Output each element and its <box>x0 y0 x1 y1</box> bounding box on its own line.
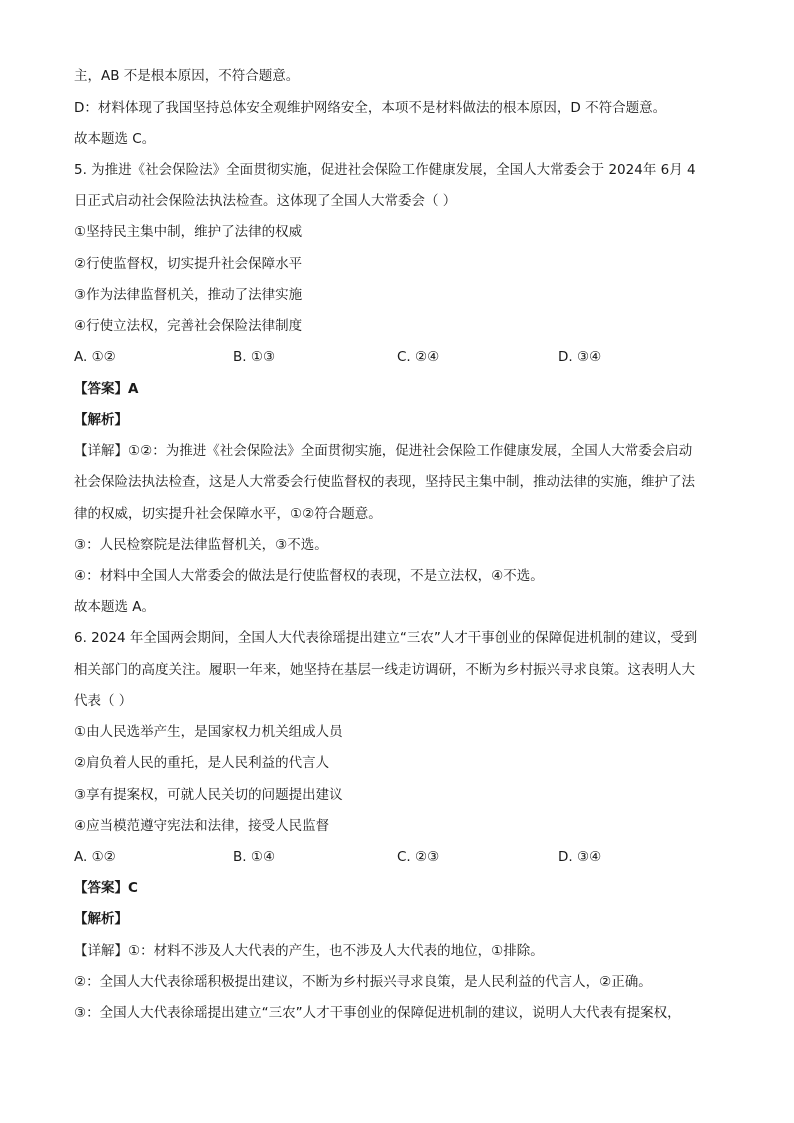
question-5-stem: 日正式启动社会保险法执法检查。这体现了全国人大常委会（ ） <box>74 193 457 209</box>
question-6-option-b: B. ①④ <box>233 849 276 865</box>
question-6-item: ①由人民选举产生，是国家权力机关组成人员 <box>74 724 343 740</box>
question-5-item: ①坚持民主集中制，维护了法律的权威 <box>74 224 303 240</box>
question-5-stem: 5. 为推进《社会保险法》全面贯彻实施，促进社会保险工作健康发展，全国人大常委会于 2024年 6月 4 <box>74 162 696 178</box>
question-5-option-a: A. ①② <box>74 349 116 365</box>
question-6-detail: ③：全国人大代表徐瑶提出建立“三农”人才干事创业的保障促进机制的建议，说明人大代表有提案权， <box>74 1005 681 1021</box>
question-6-detail: ②：全国人大代表徐瑶积极提出建议，不断为乡村振兴寻求良策，是人民利益的代言人，②正确。 <box>74 974 652 990</box>
question-5-option-d: D. ③④ <box>558 349 602 365</box>
question-5-analysis-heading: 【解析】 <box>74 412 128 428</box>
text-line: D：材料体现了我国坚持总体安全观维护网络安全，本项不是材料做法的根本原因，D 不符合题意。 <box>74 100 667 116</box>
question-5-detail: 社会保险法执法检查，这是人大常委会行使监督权的表现，坚持民主集中制，推动法律的实施，维护了法 <box>74 474 695 490</box>
question-5-option-c: C. ②④ <box>397 349 440 365</box>
question-6-stem: 相关部门的高度关注。履职一年来，她坚持在基层一线走访调研，不断为乡村振兴寻求良策。这表明人大 <box>74 662 695 678</box>
question-6-stem: 代表（ ） <box>74 693 133 709</box>
question-6-item: ③享有提案权，可就人民关切的问题提出建议 <box>74 787 343 803</box>
question-5-item: ④行使立法权，完善社会保险法律制度 <box>74 318 303 334</box>
text-line: 故本题选 C。 <box>74 131 156 147</box>
question-6-option-c: C. ②③ <box>397 849 440 865</box>
question-6-stem: 6. 2024 年全国两会期间，全国人大代表徐瑶提出建立“三农”人才干事创业的保障促进机制的建议，受到 <box>74 630 698 646</box>
question-5-detail: ④：材料中全国人大常委会的做法是行使监督权的表现，不是立法权，④不选。 <box>74 568 544 584</box>
question-5-detail: ③：人民检察院是法律监督机关，③不选。 <box>74 537 328 553</box>
question-5-item: ③作为法律监督机关，推动了法律实施 <box>74 287 303 303</box>
question-6-detail: 【详解】①：材料不涉及人大代表的产生，也不涉及人大代表的地位，①排除。 <box>74 943 544 959</box>
question-5-answer: 【答案】A <box>74 381 139 397</box>
question-6-item: ②肩负着人民的重托，是人民利益的代言人 <box>74 755 330 771</box>
question-6-option-a: A. ①② <box>74 849 116 865</box>
question-6-item: ④应当模范遵守宪法和法律，接受人民监督 <box>74 818 330 834</box>
question-6-analysis-heading: 【解析】 <box>74 911 128 927</box>
text-line: 主，AB 不是根本原因，不符合题意。 <box>74 68 300 84</box>
question-6-option-d: D. ③④ <box>558 849 602 865</box>
question-5-item: ②行使监督权，切实提升社会保障水平 <box>74 256 303 272</box>
question-5-detail: 【详解】①②：为推进《社会保险法》全面贯彻实施，促进社会保险工作健康发展，全国人大常委会启动 <box>74 443 693 459</box>
question-5-conclusion: 故本题选 A。 <box>74 599 156 615</box>
question-6-answer: 【答案】C <box>74 880 138 896</box>
question-5-option-b: B. ①③ <box>233 349 276 365</box>
question-5-detail: 律的权威，切实提升社会保障水平，①②符合题意。 <box>74 506 382 522</box>
